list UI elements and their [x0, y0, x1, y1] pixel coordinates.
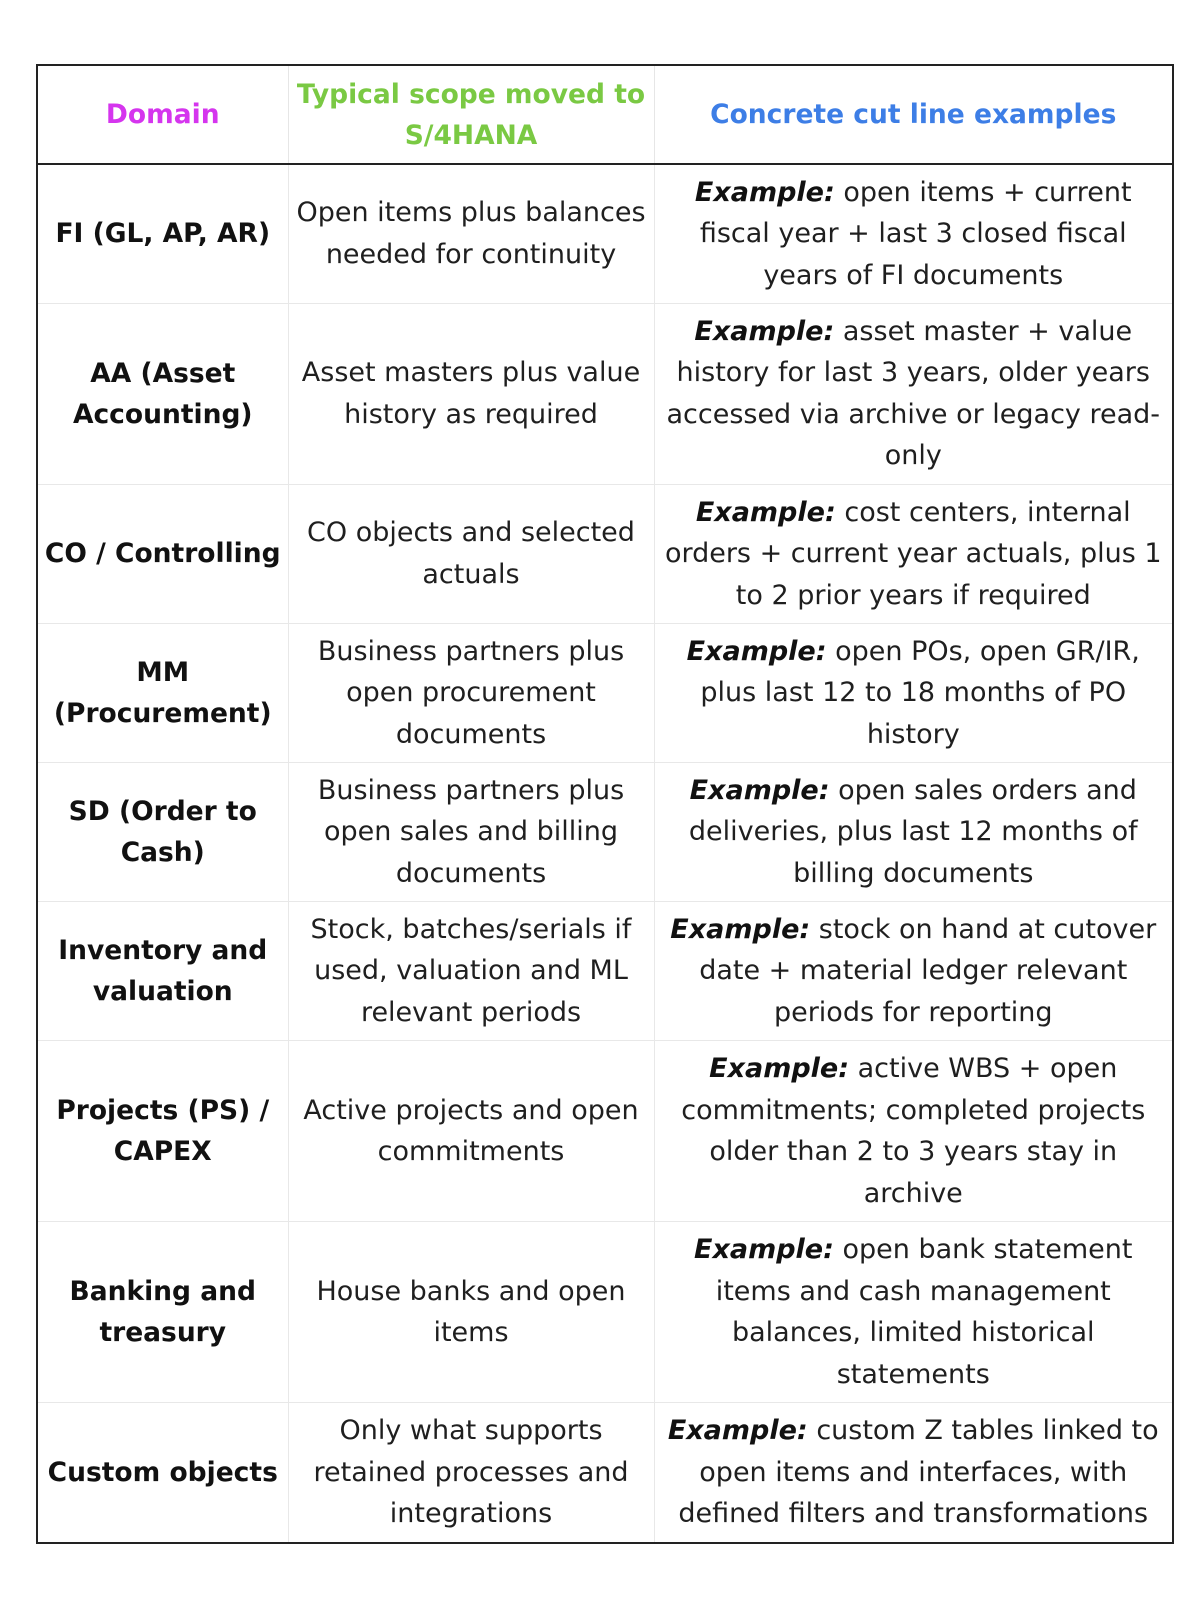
example-cell	[654, 762, 1172, 901]
table-header	[38, 66, 1172, 164]
table-row	[38, 762, 1172, 901]
table-row	[38, 1222, 1172, 1403]
example-cell	[654, 902, 1172, 1041]
table-row	[38, 164, 1172, 303]
example-label: Example:	[667, 1415, 808, 1447]
scope-cell: Asset masters plus value history as required	[288, 303, 654, 484]
domain-cell: Inventory and valuation	[38, 902, 288, 1041]
example-text: open items + current fiscal year + last 3 closed fiscal years of FI documents	[699, 176, 1132, 291]
scope-cell: Only what supports retained processes and integrations	[288, 1403, 654, 1542]
example-cell	[654, 1041, 1172, 1222]
domain-cell: FI (GL, AP, AR)	[55, 218, 271, 250]
domain-cell: MM (Procurement)	[38, 623, 288, 762]
example-cell	[654, 164, 1172, 303]
table-row	[38, 484, 1172, 623]
cut-line-table-container	[36, 64, 1174, 1544]
domain-cell: SD (Order to Cash)	[38, 762, 288, 901]
example-text: active WBS + open commitments; completed projects older than 2 to 3 years stay in archive	[681, 1053, 1146, 1209]
example-label: Example:	[686, 635, 827, 667]
example-cell	[654, 1222, 1172, 1403]
example-text: open POs, open GR/IR, plus last 12 to 18 months of PO history	[700, 635, 1140, 750]
example-text: custom Z tables linked to open items and interfaces, with defined filters and transformations	[678, 1415, 1159, 1530]
header-domain: Domain	[38, 66, 288, 164]
example-cell	[654, 623, 1172, 762]
example-text: asset master + value history for last 3 years, older years accessed via archive or legacy read-only	[666, 315, 1161, 472]
example-text: cost centers, internal orders + current year actuals, plus 1 to 2 prior years if required	[664, 496, 1162, 611]
table-row	[38, 1403, 1172, 1542]
example-label: Example:	[694, 1234, 834, 1266]
scope-cell: Business partners plus open procurement documents	[288, 623, 654, 762]
scope-cell: Active projects and open commitments	[288, 1041, 654, 1222]
example-label: Example:	[709, 1053, 850, 1085]
scope-cell: Stock, batches/serials if used, valuation and ML relevant periods	[288, 902, 654, 1041]
example-label: Example:	[694, 315, 835, 347]
example-cell	[654, 303, 1172, 484]
example-label: Example:	[689, 774, 830, 806]
example-cell	[654, 484, 1172, 623]
example-label: Example:	[670, 913, 811, 945]
example-text: open sales orders and deliveries, plus last 12 months of billing documents	[688, 774, 1138, 889]
example-cell	[654, 1403, 1172, 1542]
header-scope: Typical scope moved to S/4HANA	[288, 66, 654, 164]
domain-cell: Custom objects	[38, 1403, 288, 1542]
domain-cell: CO / Controlling	[38, 484, 288, 623]
table-row	[38, 623, 1172, 762]
domain-cell: Banking and treasury	[38, 1222, 288, 1403]
table-row	[38, 303, 1172, 484]
table-row	[38, 902, 1172, 1041]
table-body	[38, 164, 1172, 1542]
example-text: open bank statement items and cash management balances, limited historical statements	[715, 1234, 1133, 1390]
scope-cell: House banks and open items	[288, 1222, 654, 1403]
table-row	[38, 1041, 1172, 1222]
scope-cell: CO objects and selected actuals	[288, 484, 654, 623]
domain-cell: Projects (PS) / CAPEX	[38, 1041, 288, 1222]
header-example: Concrete cut line examples	[654, 66, 1172, 164]
example-label: Example:	[694, 176, 835, 208]
example-label: Example:	[695, 496, 836, 528]
header-row	[38, 66, 1172, 164]
domain-cell: AA (Asset Accounting)	[38, 303, 288, 484]
cut-line-table	[38, 66, 1172, 1542]
scope-cell: Open items plus balances needed for continuity	[288, 164, 654, 303]
scope-cell: Business partners plus open sales and billing documents	[288, 762, 654, 901]
example-text: stock on hand at cutover date + material ledger relevant periods for reporting	[699, 913, 1157, 1028]
